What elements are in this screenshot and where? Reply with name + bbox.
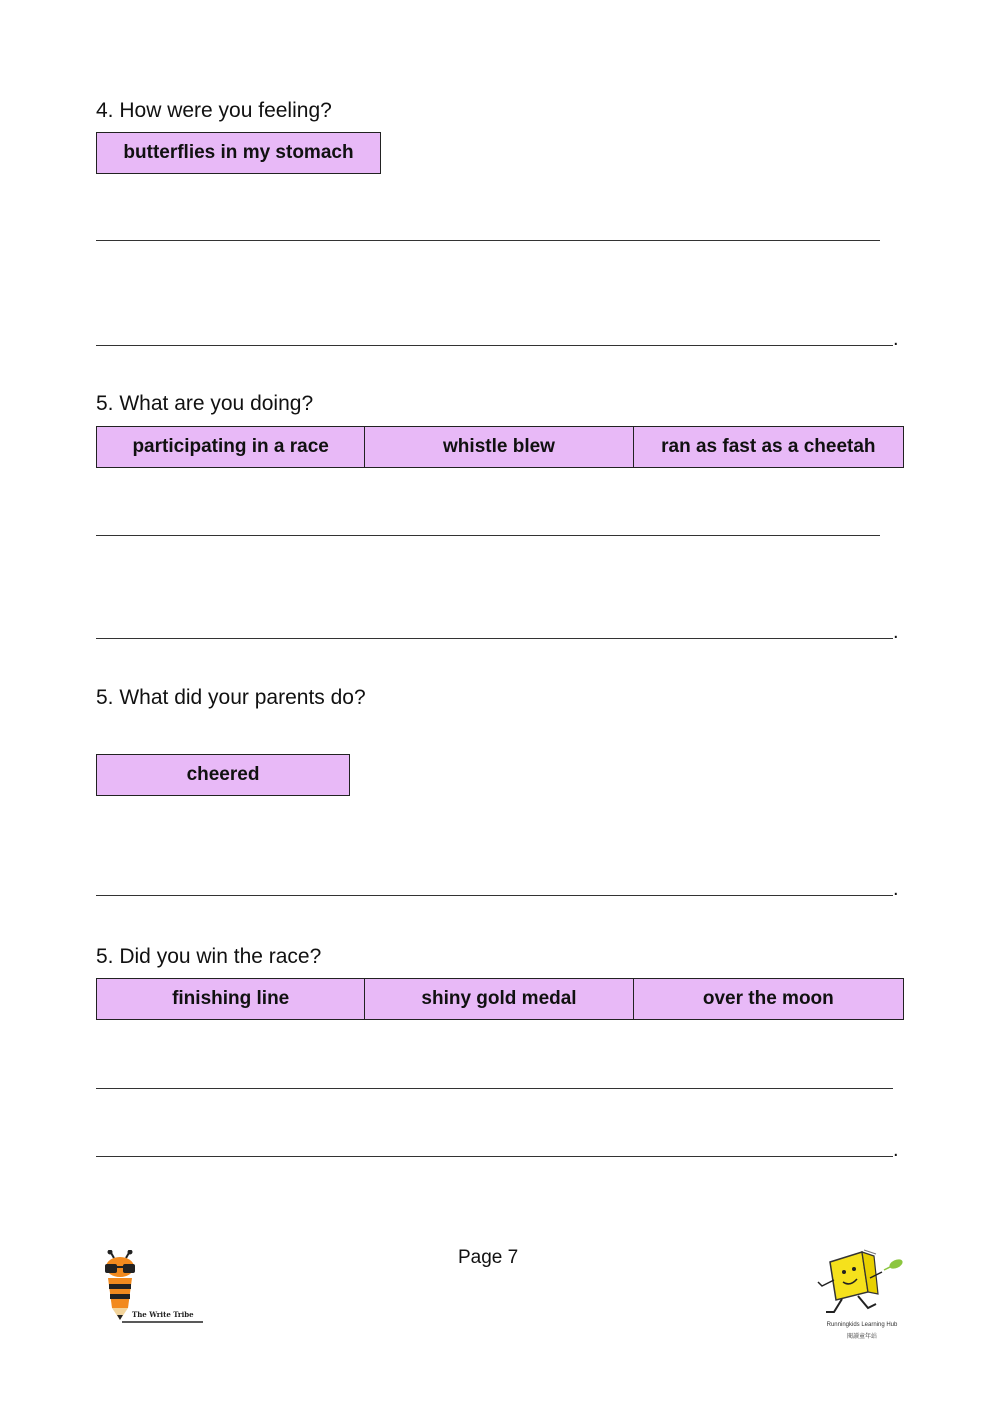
word-chip: participating in a race [97, 427, 365, 467]
right-logo-subtext: 閱讀童年站 [846, 1334, 877, 1340]
answer-line[interactable] [96, 638, 893, 639]
word-chip: cheered [97, 755, 349, 795]
answer-line[interactable] [96, 1088, 893, 1089]
question-4: 4. How were you feeling? [96, 99, 332, 122]
answer-line[interactable] [96, 1156, 893, 1157]
question-5a: 5. What are you doing? [96, 392, 314, 415]
runningkids-logo [812, 1242, 912, 1342]
answer-line[interactable] [96, 535, 880, 536]
page-number: Page 7 [458, 1247, 519, 1268]
write-tribe-logo [96, 1250, 211, 1330]
running-book-icon [812, 1242, 912, 1322]
word-bank-1 [96, 132, 381, 174]
right-logo-text: Runningkids Learning Hub [826, 1322, 898, 1328]
word-bank-2 [96, 426, 904, 468]
question-5b: 5. What did your parents do? [96, 686, 366, 709]
word-bank-3 [96, 754, 350, 796]
word-chip: ran as fast as a cheetah [634, 427, 903, 467]
line-end-period: . [893, 621, 899, 643]
word-chip: over the moon [634, 979, 903, 1019]
word-chip: butterflies in my stomach [97, 133, 380, 173]
line-end-period: . [893, 1139, 899, 1161]
left-logo-text: The Write Tribe [132, 1310, 194, 1319]
answer-line[interactable] [96, 895, 893, 896]
word-chip: finishing line [97, 979, 365, 1019]
word-bank-4 [96, 978, 904, 1020]
line-end-period: . [893, 878, 899, 900]
line-end-period: . [893, 328, 899, 350]
word-chip: shiny gold medal [365, 979, 633, 1019]
word-chip: whistle blew [365, 427, 633, 467]
question-5c: 5. Did you win the race? [96, 945, 322, 968]
answer-line[interactable] [96, 240, 880, 241]
answer-line[interactable] [96, 345, 893, 346]
